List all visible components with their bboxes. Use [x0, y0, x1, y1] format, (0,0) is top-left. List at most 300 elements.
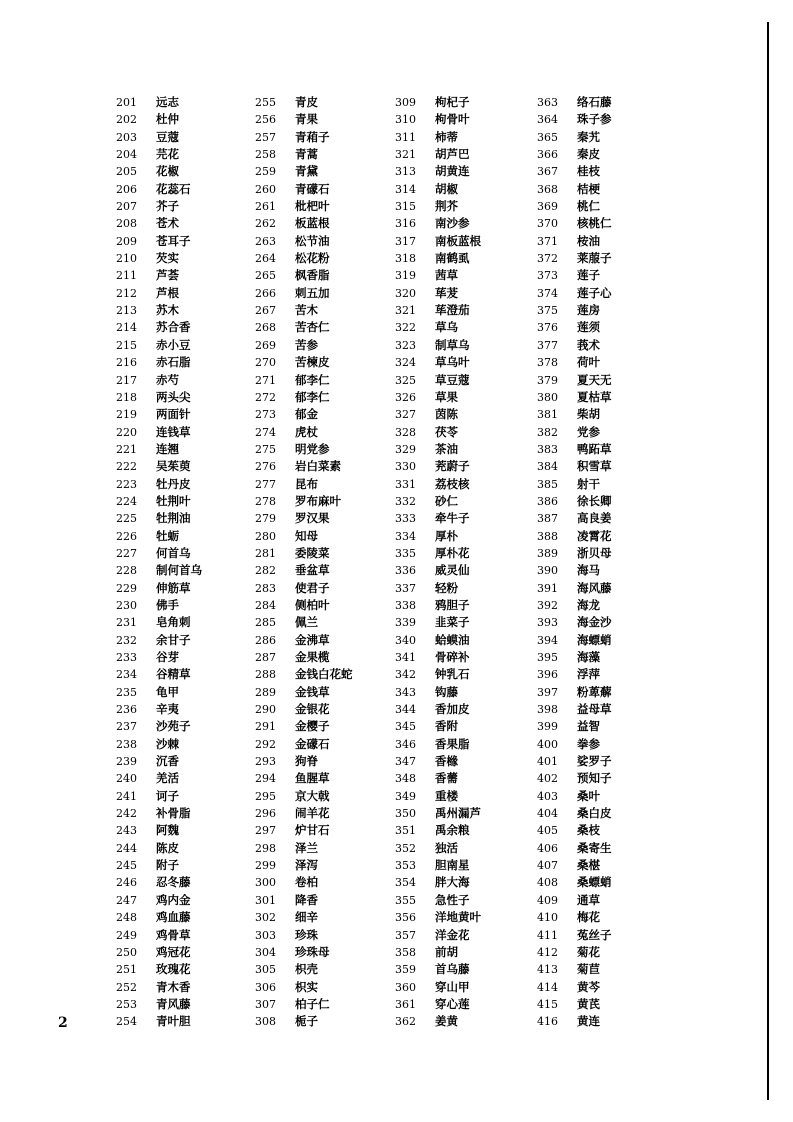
index-entry	[537, 736, 612, 753]
index-entry	[395, 302, 481, 319]
entry-number: 230	[116, 598, 137, 612]
entry-name: 桑白皮	[577, 806, 612, 821]
entry-name: 钩藤	[435, 684, 458, 699]
entry-name: 花蕊石	[156, 181, 191, 196]
index-entry	[537, 250, 612, 267]
index-entry	[255, 736, 353, 753]
entry-name: 荜澄茄	[435, 303, 470, 318]
entry-number: 235	[116, 685, 137, 699]
entry-number: 303	[255, 928, 276, 942]
entry-number: 411	[537, 928, 558, 942]
entry-number: 290	[255, 703, 276, 717]
entry-name: 金钱白花蛇	[295, 667, 353, 682]
index-entry	[395, 319, 481, 336]
entry-name: 沙棘	[156, 736, 179, 751]
index-entry	[116, 233, 202, 250]
entry-name: 急性子	[435, 892, 470, 907]
entry-number: 295	[255, 789, 276, 803]
index-entry	[116, 944, 202, 961]
entry-name: 郁李仁	[295, 389, 330, 404]
entry-name: 青果	[295, 112, 318, 127]
entry-name: 卷柏	[295, 875, 318, 890]
entry-name: 莲须	[577, 320, 600, 335]
entry-name: 徐长卿	[577, 493, 612, 508]
index-entry	[255, 822, 353, 839]
entry-number: 335	[395, 546, 416, 560]
index-entry	[116, 770, 202, 787]
entry-number: 274	[255, 425, 276, 439]
index-entry	[116, 562, 202, 579]
index-entry	[395, 770, 481, 787]
entry-number: 412	[537, 945, 558, 959]
entry-name: 厚朴花	[435, 545, 470, 560]
entry-number: 410	[537, 911, 558, 925]
index-entry	[255, 874, 353, 891]
entry-name: 草乌	[435, 320, 458, 335]
entry-number: 239	[116, 755, 137, 769]
entry-number: 360	[395, 980, 416, 994]
entry-number: 254	[116, 1015, 137, 1029]
entry-name: 枇杷叶	[295, 199, 330, 214]
entry-name: 炉甘石	[295, 823, 330, 838]
index-entry	[116, 181, 202, 198]
index-entry	[116, 267, 202, 284]
entry-number: 248	[116, 911, 137, 925]
entry-name: 苏木	[156, 303, 179, 318]
entry-name: 谷芽	[156, 650, 179, 664]
index-entry	[116, 250, 202, 267]
entry-number: 357	[395, 928, 416, 942]
entry-number: 404	[537, 807, 558, 821]
index-entry	[537, 909, 612, 926]
index-entry	[395, 874, 481, 891]
index-entry	[537, 146, 612, 163]
entry-name: 砂仁	[435, 493, 458, 508]
entry-number: 377	[537, 338, 558, 352]
index-entry	[395, 597, 481, 614]
entry-number: 291	[255, 720, 276, 734]
index-entry	[537, 510, 612, 527]
entry-name: 陈皮	[156, 840, 179, 855]
entry-name: 补骨脂	[156, 806, 191, 821]
index-entry	[116, 874, 202, 891]
index-entry	[255, 319, 353, 336]
entry-name: 金沸草	[295, 632, 330, 647]
entry-number: 204	[116, 148, 137, 162]
index-entry	[537, 1013, 612, 1030]
index-entry	[537, 458, 612, 475]
index-entry	[537, 302, 612, 319]
index-entry	[116, 805, 202, 822]
entry-name: 珠子参	[577, 112, 612, 127]
entry-name: 莲子心	[577, 285, 612, 300]
index-entry	[537, 354, 612, 371]
entry-number: 268	[255, 321, 276, 335]
index-entry	[537, 580, 612, 597]
entry-name: 昆布	[295, 476, 318, 491]
index-entry	[255, 181, 353, 198]
entry-name: 羌活	[156, 771, 179, 786]
index-entry	[255, 580, 353, 597]
index-entry	[395, 840, 481, 857]
entry-number: 384	[537, 460, 558, 474]
entry-name: 板蓝根	[295, 216, 330, 231]
entry-number: 275	[255, 442, 276, 456]
entry-number: 311	[395, 130, 416, 144]
index-column-4	[537, 94, 612, 1031]
entry-name: 两面针	[156, 407, 191, 422]
index-entry	[537, 597, 612, 614]
entry-name: 禹州漏芦	[435, 806, 481, 821]
index-entry	[255, 146, 353, 163]
entry-name: 牡荆叶	[156, 493, 191, 508]
index-entry	[116, 215, 202, 232]
index-entry	[116, 424, 202, 441]
entry-number: 374	[537, 286, 558, 300]
entry-name: 皂角刺	[156, 615, 191, 630]
entry-name: 胡黄连	[435, 164, 470, 179]
entry-number: 382	[537, 425, 558, 439]
entry-name: 何首乌	[156, 545, 191, 560]
index-entry	[537, 857, 612, 874]
entry-number: 261	[255, 200, 276, 214]
entry-name: 豆蔻	[156, 129, 179, 144]
entry-name: 秦皮	[577, 147, 600, 162]
entry-number: 314	[395, 182, 416, 196]
index-entry	[395, 892, 481, 909]
index-entry	[395, 267, 481, 284]
entry-name: 海风藤	[577, 580, 612, 595]
entry-number: 390	[537, 564, 558, 578]
entry-number: 226	[116, 529, 137, 543]
entry-name: 龟甲	[156, 684, 179, 699]
entry-number: 378	[537, 356, 558, 370]
entry-number: 263	[255, 234, 276, 248]
index-entry	[255, 424, 353, 441]
entry-number: 355	[395, 893, 416, 907]
index-entry	[395, 111, 481, 128]
entry-number: 395	[537, 651, 558, 664]
entry-number: 319	[395, 269, 416, 283]
entry-number: 393	[537, 616, 558, 630]
entry-number: 273	[255, 408, 276, 422]
index-entry	[255, 337, 353, 354]
entry-number: 276	[255, 460, 276, 474]
entry-number: 321	[395, 148, 416, 162]
entry-name: 使君子	[295, 580, 330, 595]
entry-number: 270	[255, 356, 276, 370]
entry-number: 227	[116, 546, 137, 560]
entry-name: 前胡	[435, 944, 458, 959]
index-entry	[255, 979, 353, 996]
entry-number: 350	[395, 807, 416, 821]
entry-name: 胡芦巴	[435, 147, 470, 162]
entry-number: 347	[395, 755, 416, 769]
entry-name: 谷精草	[156, 667, 191, 682]
index-entry	[537, 701, 612, 718]
entry-number: 244	[116, 841, 137, 855]
index-entry	[537, 441, 612, 458]
entry-number: 212	[116, 286, 137, 300]
entry-number: 262	[255, 217, 276, 231]
entry-name: 诃子	[156, 788, 179, 803]
entry-number: 375	[537, 304, 558, 318]
index-entry	[116, 354, 202, 371]
entry-name: 海螵蛸	[577, 632, 612, 647]
entry-number: 207	[116, 200, 137, 214]
entry-number: 296	[255, 807, 276, 821]
entry-number: 383	[537, 442, 558, 456]
entry-number: 415	[537, 997, 558, 1011]
entry-number: 245	[116, 859, 137, 873]
entry-name: 茺蔚子	[435, 459, 470, 474]
index-entry	[537, 979, 612, 996]
entry-name: 络石藤	[577, 95, 612, 109]
entry-name: 鸦胆子	[435, 597, 470, 612]
entry-number: 308	[255, 1015, 276, 1029]
index-entry	[116, 909, 202, 926]
entry-name: 桑寄生	[577, 840, 612, 855]
entry-number: 206	[116, 182, 137, 196]
index-entry	[255, 267, 353, 284]
entry-name: 青礞石	[295, 181, 330, 196]
entry-name: 桂枝	[577, 164, 600, 179]
entry-name: 京大戟	[295, 788, 330, 803]
index-entry	[116, 666, 202, 683]
entry-name: 浙贝母	[577, 545, 612, 560]
entry-name: 秦艽	[577, 129, 600, 144]
entry-number: 331	[395, 477, 416, 491]
index-entry	[255, 927, 353, 944]
entry-name: 枳实	[295, 979, 318, 994]
index-entry	[116, 649, 202, 666]
entry-name: 拳参	[577, 736, 600, 751]
index-entry	[255, 614, 353, 631]
entry-number: 343	[395, 685, 416, 699]
index-entry	[255, 406, 353, 423]
entry-number: 363	[537, 96, 558, 109]
entry-number: 277	[255, 477, 276, 491]
entry-name: 重楼	[435, 788, 458, 803]
entry-number: 208	[116, 217, 137, 231]
index-entry	[537, 944, 612, 961]
index-entry	[537, 927, 612, 944]
index-entry	[395, 146, 481, 163]
index-entry	[395, 684, 481, 701]
entry-number: 301	[255, 893, 276, 907]
entry-number: 293	[255, 755, 276, 769]
index-entry	[255, 250, 353, 267]
entry-number: 332	[395, 494, 416, 508]
entry-name: 青叶胆	[156, 1014, 191, 1029]
entry-name: 青风藤	[156, 996, 191, 1011]
entry-name: 芡实	[156, 251, 179, 266]
entry-name: 禹余粮	[435, 823, 470, 838]
index-entry	[116, 493, 202, 510]
entry-name: 益母草	[577, 702, 612, 717]
index-entry	[255, 198, 353, 215]
entry-name: 松节油	[295, 233, 330, 248]
entry-number: 252	[116, 980, 137, 994]
index-entry	[537, 788, 612, 805]
index-entry	[537, 753, 612, 770]
index-entry	[537, 684, 612, 701]
entry-number: 299	[255, 859, 276, 873]
entry-number: 231	[116, 616, 137, 630]
index-entry	[116, 319, 202, 336]
entry-number: 286	[255, 633, 276, 647]
entry-name: 侧柏叶	[295, 597, 330, 612]
entry-name: 积雪草	[577, 459, 612, 474]
entry-number: 218	[116, 390, 137, 404]
entry-name: 苦参	[295, 337, 318, 352]
entry-name: 鸡骨草	[156, 927, 191, 942]
entry-number: 381	[537, 408, 558, 422]
index-entry	[116, 389, 202, 406]
index-entry	[116, 163, 202, 180]
entry-number: 362	[395, 1015, 416, 1029]
index-entry	[537, 562, 612, 579]
entry-name: 阿魏	[156, 823, 179, 838]
entry-number: 325	[395, 373, 416, 387]
index-entry	[537, 874, 612, 891]
entry-name: 沉香	[156, 754, 179, 769]
entry-name: 伸筋草	[156, 580, 191, 595]
entry-number: 409	[537, 893, 558, 907]
entry-number: 223	[116, 477, 137, 491]
entry-name: 两头尖	[156, 389, 191, 404]
entry-name: 轻粉	[435, 580, 458, 595]
entry-number: 361	[395, 997, 416, 1011]
entry-number: 243	[116, 824, 137, 838]
index-entry	[395, 961, 481, 978]
index-entry	[116, 510, 202, 527]
entry-name: 茶油	[435, 441, 458, 456]
index-entry	[255, 632, 353, 649]
index-entry	[395, 822, 481, 839]
entry-number: 333	[395, 512, 416, 526]
entry-name: 通草	[577, 892, 600, 907]
entry-number: 272	[255, 390, 276, 404]
entry-name: 香橼	[435, 754, 458, 769]
index-entry	[395, 562, 481, 579]
entry-number: 201	[116, 96, 137, 109]
entry-name: 降香	[295, 892, 318, 907]
entry-name: 沙苑子	[156, 719, 191, 734]
entry-number: 238	[116, 737, 137, 751]
entry-number: 370	[537, 217, 558, 231]
entry-number: 292	[255, 737, 276, 751]
index-entry	[255, 354, 353, 371]
entry-number: 398	[537, 703, 558, 717]
entry-number: 316	[395, 217, 416, 231]
index-entry	[116, 337, 202, 354]
index-entry	[116, 441, 202, 458]
entry-name: 胆南星	[435, 858, 470, 873]
index-entry	[537, 770, 612, 787]
index-entry	[395, 614, 481, 631]
entry-number: 403	[537, 789, 558, 803]
entry-name: 柿蒂	[435, 129, 458, 144]
right-border-rule	[767, 22, 769, 1100]
entry-number: 214	[116, 321, 137, 335]
index-entry	[255, 545, 353, 562]
entry-name: 苍耳子	[156, 233, 191, 248]
index-entry	[395, 857, 481, 874]
index-entry	[395, 181, 481, 198]
entry-number: 258	[255, 148, 276, 162]
entry-number: 322	[395, 321, 416, 335]
entry-name: 娑罗子	[577, 754, 612, 769]
index-entry	[116, 580, 202, 597]
index-entry	[255, 493, 353, 510]
entry-name: 香果脂	[435, 736, 470, 751]
index-entry	[395, 996, 481, 1013]
entry-number: 326	[395, 390, 416, 404]
index-entry	[395, 528, 481, 545]
entry-name: 罗汉果	[295, 511, 330, 526]
entry-number: 334	[395, 529, 416, 543]
entry-name: 苦木	[295, 303, 318, 318]
entry-name: 青蒿	[295, 147, 318, 162]
entry-name: 珍珠	[295, 927, 318, 942]
entry-name: 金樱子	[295, 719, 330, 734]
index-entry	[537, 319, 612, 336]
entry-name: 枳壳	[295, 962, 318, 977]
entry-name: 穿心莲	[435, 996, 470, 1011]
index-entry	[395, 372, 481, 389]
entry-number: 324	[395, 356, 416, 370]
entry-name: 海马	[577, 563, 600, 578]
index-entry	[537, 892, 612, 909]
entry-name: 青木香	[156, 979, 191, 994]
index-entry	[116, 718, 202, 735]
entry-number: 267	[255, 304, 276, 318]
entry-name: 珍珠母	[295, 944, 330, 959]
entry-number: 289	[255, 685, 276, 699]
index-entry	[537, 111, 612, 128]
index-entry	[537, 840, 612, 857]
entry-name: 枫香脂	[295, 268, 330, 283]
entry-number: 416	[537, 1015, 558, 1029]
index-entry	[255, 718, 353, 735]
entry-number: 219	[116, 408, 137, 422]
entry-number: 224	[116, 494, 137, 508]
entry-number: 279	[255, 512, 276, 526]
index-entry	[255, 770, 353, 787]
index-entry	[395, 909, 481, 926]
entry-number: 337	[395, 581, 416, 595]
index-entry	[395, 649, 481, 666]
entry-name: 牡丹皮	[156, 476, 191, 491]
entry-name: 岩白菜素	[295, 459, 341, 474]
entry-name: 郁李仁	[295, 372, 330, 387]
entry-number: 406	[537, 841, 558, 855]
page-number: 2	[58, 1015, 68, 1031]
entry-number: 368	[537, 182, 558, 196]
index-entry	[395, 944, 481, 961]
entry-number: 401	[537, 755, 558, 769]
index-entry	[255, 129, 353, 146]
entry-name: 吴茱萸	[156, 459, 191, 474]
index-entry	[116, 614, 202, 631]
entry-number: 281	[255, 546, 276, 560]
entry-name: 凌霄花	[577, 528, 612, 543]
entry-number: 354	[395, 876, 416, 890]
entry-number: 394	[537, 633, 558, 647]
entry-name: 鱼腥草	[295, 771, 330, 786]
index-entry	[255, 909, 353, 926]
